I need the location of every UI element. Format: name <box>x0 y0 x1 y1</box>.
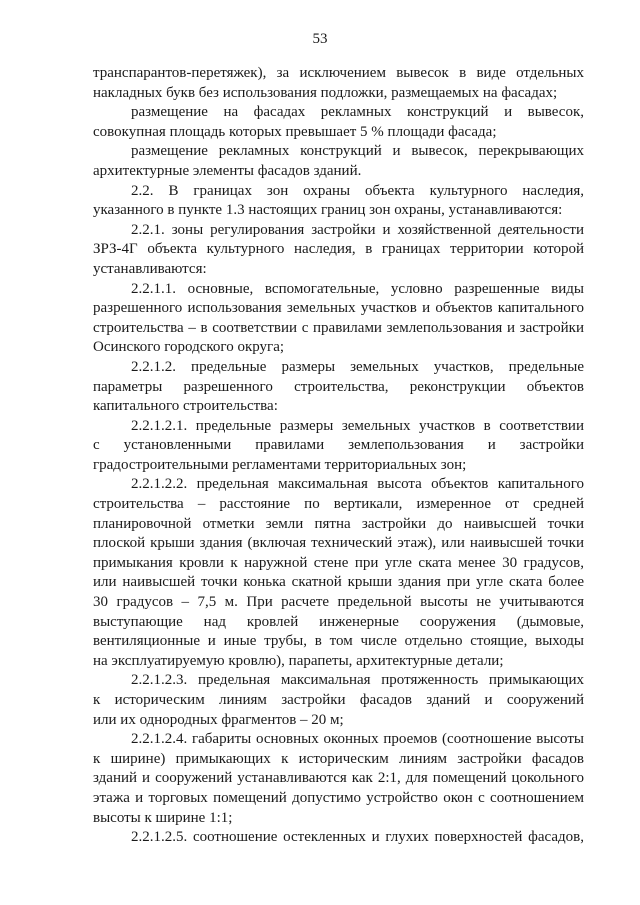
text-line: 2.2. В границах зон охраны объекта культурного наследия, <box>131 182 584 199</box>
text-line: архитектурные элементы фасадов зданий. <box>93 162 362 179</box>
text-line: градостроительными регламентами территориальных зон; <box>93 456 467 473</box>
text-line: этажа и торговых помещений допустимо устройство окон с соотношением <box>93 789 584 806</box>
text-line: примыкания кровли к наружной стене при угле ската менее 30 градусов, <box>93 554 584 571</box>
text-line: плоской крыши здания (включая технический этаж), или наивысшей точки <box>93 535 584 552</box>
text-line: накладных букв без использования подложки, размещаемых на фасадах; <box>93 84 558 101</box>
text-line: к ширине) примыкающих к историческим линиям застройки фасадов <box>93 750 584 767</box>
text-line: с установленными правилами землепользования и застройки <box>93 437 584 454</box>
text-line: зданий и сооружений устанавливаются как 2:1, для помещений цокольного <box>93 770 584 787</box>
text-line: 2.2.1.2. предельные размеры земельных участков, предельные <box>131 358 584 375</box>
text-line: на эксплуатируемую кровлю), парапеты, архитектурные детали; <box>93 652 504 669</box>
body-text <box>93 64 584 848</box>
text-line: 2.2.1.2.1. предельные размеры земельных участков в соответствии <box>131 417 584 434</box>
text-line: планировочной отметки земли пятна застройки до наивысшей точки <box>93 515 584 532</box>
page-number: 53 <box>312 31 328 47</box>
text-line: 30 градусов – 7,5 м. При расчете предельной высоты не учитываются <box>93 594 584 611</box>
text-line: капитального строительства: <box>93 398 278 415</box>
text-line: 2.2.1.1. основные, вспомогательные, условно разрешенные виды <box>131 280 584 297</box>
text-line: совокупная площадь которых превышает 5 % площади фасада; <box>93 123 497 140</box>
text-line: транспарантов-перетяжек), за исключением вывесок в виде отдельных <box>93 65 584 81</box>
text-line: 2.2.1.2.4. габариты основных оконных проемов (соотношение высоты <box>131 731 584 748</box>
text-line: размещение рекламных конструкций и вывесок, перекрывающих <box>131 143 584 160</box>
text-line: строительства – в соответствии с правилами землепользования и застройки <box>93 319 584 336</box>
text-line: строительства – расстояние по вертикали, измеренное от средней <box>93 496 584 513</box>
text-line: 2.2.1. зоны регулирования застройки и хозяйственной деятельности <box>131 221 584 238</box>
text-line: вентиляционные и иные трубы, в том числе отдельно стоящие, выходы <box>93 633 584 650</box>
text-line: Осинского городского округа; <box>93 339 285 356</box>
text-line: высоты к ширине 1:1; <box>93 809 233 826</box>
text-line: или их однородных фрагментов – 20 м; <box>93 711 344 728</box>
text-line: указанного в пункте 1.3 настоящих границ зон охраны, устанавливаются: <box>93 202 563 219</box>
text-line: 2.2.1.2.3. предельная максимальная протяженность примыкающих <box>131 672 584 689</box>
text-line: разрешенного использования земельных участков и объектов капитального <box>93 300 584 317</box>
text-line: устанавливаются: <box>93 260 207 277</box>
text-line: к историческим линиям застройки фасадов зданий и сооружений <box>93 692 584 708</box>
text-line: ЗРЗ-4Г объекта культурного наследия, в границах территории которой <box>93 241 584 258</box>
text-line: выступающие над кровлей инженерные сооружения (дымовые, <box>93 613 584 630</box>
text-line: или наивысшей точки конька скатной крыши здания при угле ската более <box>93 574 584 591</box>
text-line: 2.2.1.2.5. соотношение остекленных и глухих поверхностей фасадов, <box>131 829 584 846</box>
text-line: размещение на фасадах рекламных конструкций и вывесок, <box>131 104 584 121</box>
text-line: 2.2.1.2.2. предельная максимальная высота объектов капитального <box>131 476 584 493</box>
text-line: параметры разрешенного строительства, реконструкции объектов <box>93 378 584 395</box>
